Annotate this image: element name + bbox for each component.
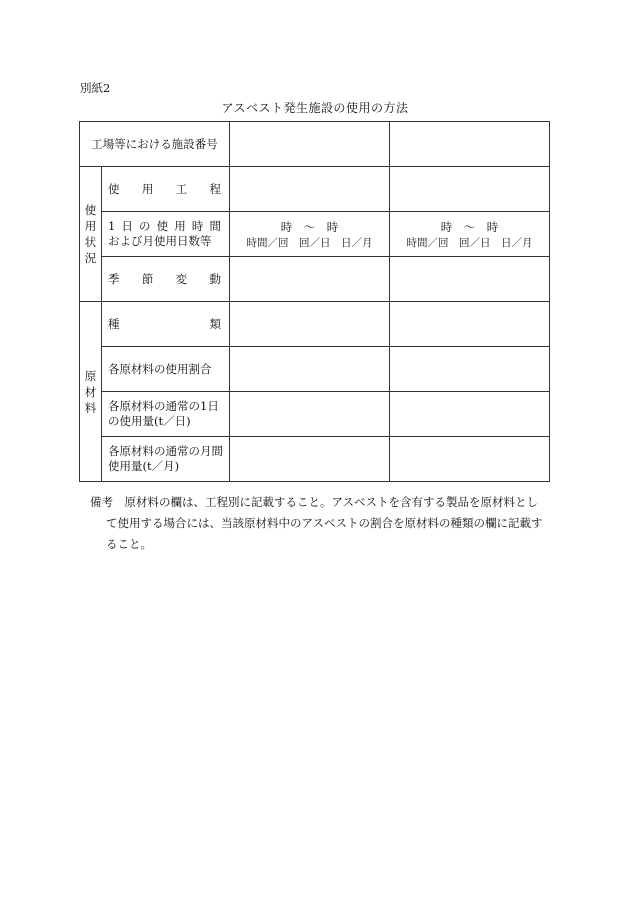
usage-time-cell-1[interactable]: 時 〜 時 時間／回 回／日 日／月 <box>230 212 390 257</box>
facility-number-cell-2[interactable] <box>390 122 550 167</box>
monthly-usage-cell-2[interactable] <box>390 437 550 482</box>
usage-time-label: 1 日 の 使 用 時 間 および月使用日数等 <box>102 212 230 257</box>
usage-ratio-row <box>80 347 550 392</box>
daily-usage-cell-1[interactable] <box>230 392 390 437</box>
attachment-label: 別紙2 <box>80 81 111 95</box>
usage-ratio-cell-2[interactable] <box>390 347 550 392</box>
usage-ratio-label: 各原材料の使用割合 <box>102 347 230 392</box>
usage-method-table <box>79 121 550 482</box>
daily-usage-row <box>80 392 550 437</box>
process-cell-2[interactable] <box>390 167 550 212</box>
remarks-line-3: ること。 <box>106 537 152 551</box>
document-title: アスベスト発生施設の使用の方法 <box>221 101 409 115</box>
monthly-usage-label: 各原材料の通常の月間 使用量(t／月) <box>102 437 230 482</box>
process-cell-1[interactable] <box>230 167 390 212</box>
daily-usage-cell-2[interactable] <box>390 392 550 437</box>
daily-usage-label: 各原材料の通常の1日 の使用量(t／日) <box>102 392 230 437</box>
remarks-line-1: 備考 原材料の欄は、工程別に記載すること。アスベストを含有する製品を原材料とし <box>90 495 539 509</box>
usage-ratio-cell-1[interactable] <box>230 347 390 392</box>
seasonal-variation-cell-1[interactable] <box>230 257 390 302</box>
material-kind-label: 種 類 <box>102 302 230 347</box>
remarks-note <box>90 492 560 555</box>
monthly-usage-row <box>80 437 550 482</box>
raw-material-group-label: 原 材 料 <box>80 302 102 482</box>
usage-time-cell-2[interactable]: 時 〜 時 時間／回 回／日 日／月 <box>390 212 550 257</box>
process-row <box>80 167 550 212</box>
process-label: 使 用 工 程 <box>102 167 230 212</box>
seasonal-variation-row <box>80 257 550 302</box>
facility-number-label: 工場等における施設番号 <box>80 122 230 167</box>
material-kind-cell-1[interactable] <box>230 302 390 347</box>
remarks-line-2: て使用する場合には、当該原材料中のアスベストの割合を原材料の種類の欄に記載す <box>106 516 543 530</box>
usage-status-group-label: 使 用 状 況 <box>80 167 102 302</box>
facility-number-row <box>80 122 550 167</box>
material-kind-row <box>80 302 550 347</box>
monthly-usage-cell-1[interactable] <box>230 437 390 482</box>
seasonal-variation-cell-2[interactable] <box>390 257 550 302</box>
facility-number-cell-1[interactable] <box>230 122 390 167</box>
material-kind-cell-2[interactable] <box>390 302 550 347</box>
usage-time-row <box>80 212 550 257</box>
seasonal-variation-label: 季 節 変 動 <box>102 257 230 302</box>
